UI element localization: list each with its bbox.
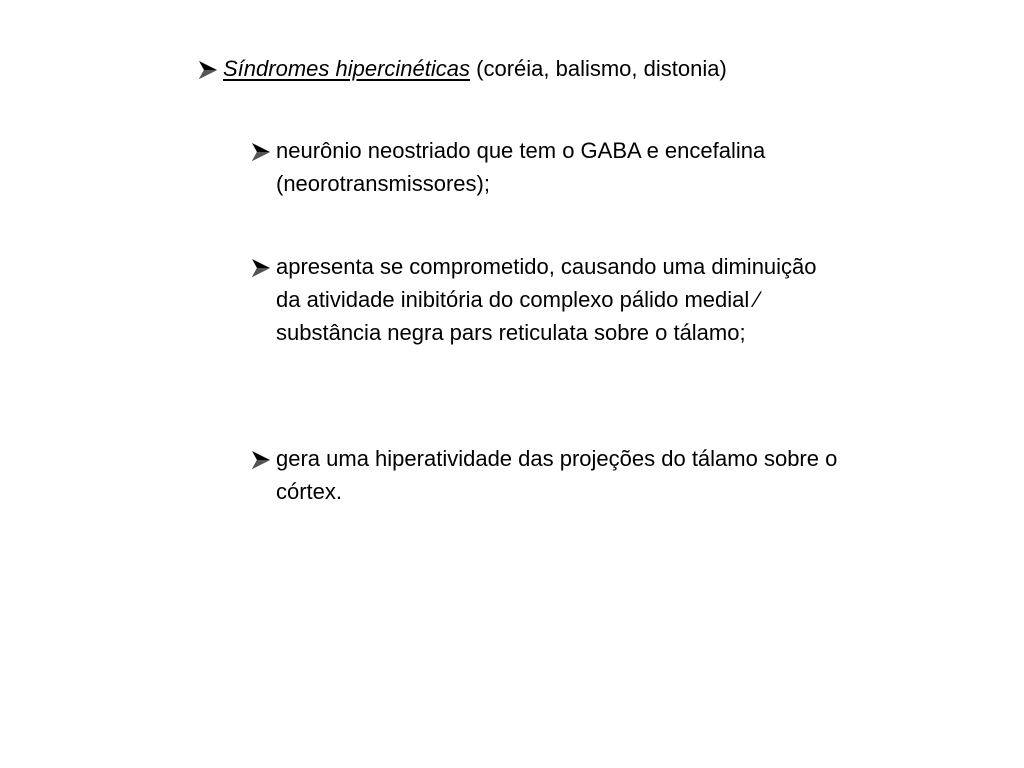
bullet-item — [250, 442, 950, 508]
bullet-line: córtex. — [276, 479, 343, 504]
arrow-bullet-icon — [250, 449, 272, 471]
bullet-line: neurônio neostriado que tem o GABA e encefalina — [276, 138, 766, 163]
bullet-text — [276, 250, 817, 349]
bullet-line: da atividade inibitória do complexo pálido medial ⁄ — [276, 287, 760, 312]
heading-text — [223, 52, 727, 85]
heading-rest: (coréia, balismo, distonia) — [470, 56, 727, 81]
bullet-text — [276, 442, 837, 508]
bullet-line: (neorotransmissores); — [276, 171, 490, 196]
arrow-bullet-icon — [197, 59, 219, 81]
bullet-line: substância negra pars reticulata sobre o tálamo; — [276, 320, 746, 345]
bullet-line: gera uma hiperatividade das projeções do tálamo sobre o — [276, 446, 838, 471]
heading-bullet — [197, 52, 897, 85]
bullet-line: apresenta se comprometido, causando uma diminuição — [276, 254, 817, 279]
arrow-bullet-icon — [250, 141, 272, 163]
heading-emphasis: Síndromes hipercinéticas — [223, 56, 471, 81]
bullet-item — [250, 250, 940, 349]
bullet-text — [276, 134, 765, 200]
arrow-bullet-icon — [250, 257, 272, 279]
bullet-item — [250, 134, 900, 200]
